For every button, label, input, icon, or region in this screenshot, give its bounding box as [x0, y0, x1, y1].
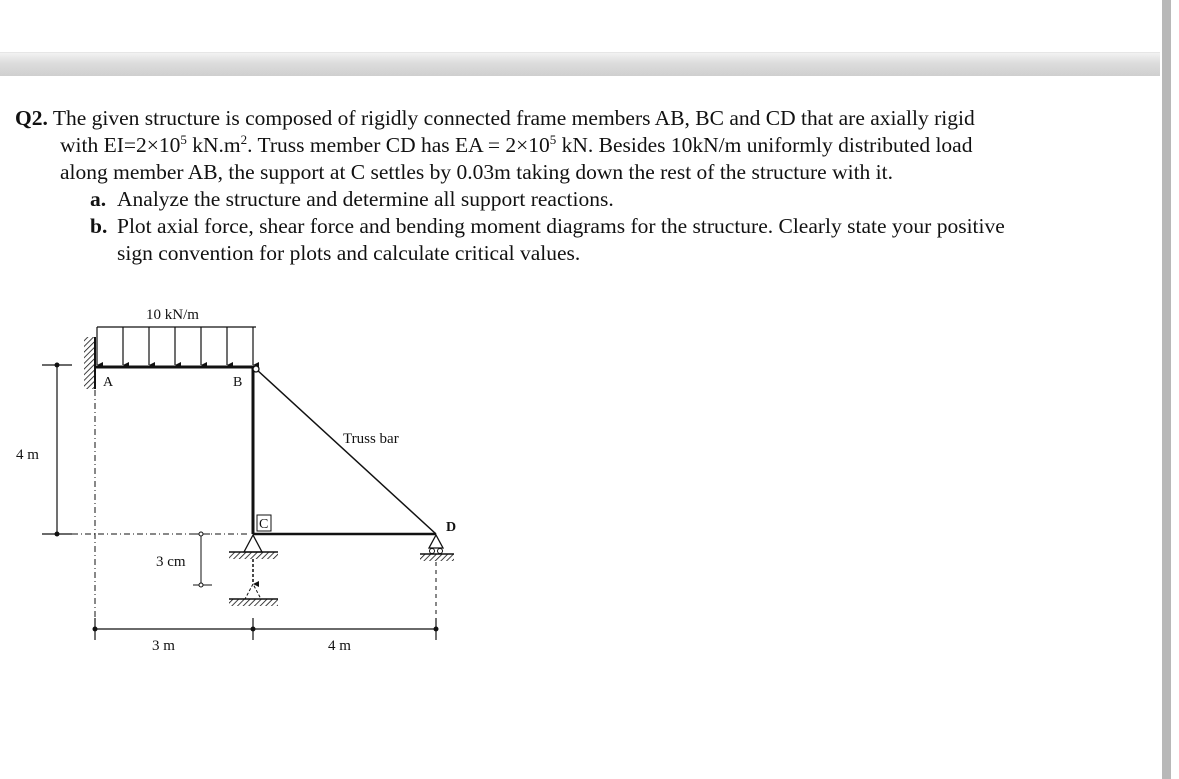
settled-support-c [229, 584, 278, 606]
settlement-label: 3 cm [156, 554, 186, 570]
distributed-load [97, 327, 256, 365]
span-dimension [93, 618, 439, 640]
truss-bar [256, 369, 436, 534]
part-b-label: b. [90, 214, 108, 238]
part-a [15, 186, 1160, 213]
part-a-label: a. [90, 187, 107, 211]
ea-text: . Truss member CD has EA = 2×10 [247, 133, 550, 157]
height-dimension [42, 363, 72, 537]
hinge-b [253, 366, 259, 372]
structure-figure [0, 290, 520, 670]
ei-unit-exponent: 2 [240, 132, 248, 147]
pin-support-c [229, 535, 278, 559]
ei-text: with EI=2×10 [60, 133, 181, 157]
height-label: 4 m [16, 447, 39, 463]
part-b [15, 213, 1160, 240]
vertical-scrollbar[interactable] [1160, 0, 1179, 779]
question-number: Q2. [15, 106, 48, 130]
ei-exponent: 5 [180, 132, 187, 147]
span-left-label: 3 m [152, 638, 175, 654]
part-b-text: Plot axial force, shear force and bending moment diagrams for the structure. Clearly state your positive [117, 214, 1005, 238]
node-d-label: D [446, 520, 457, 535]
toolbar-strip [0, 52, 1160, 76]
question-line-2 [15, 132, 1160, 159]
node-b-label: B [233, 375, 243, 390]
node-c-label: C [259, 517, 269, 532]
fixed-support-a [84, 337, 95, 389]
question-line-1 [15, 105, 1160, 132]
question-line1-text: The given structure is composed of rigidly connected frame members AB, BC and CD that are axially rigid [52, 106, 975, 130]
ea-exponent: 5 [549, 132, 557, 147]
roller-support-d [420, 535, 454, 561]
truss-bar-label: Truss bar [343, 431, 399, 447]
load-text: kN. Besides 10kN/m uniformly distributed load [556, 133, 973, 157]
question-text [15, 105, 1160, 267]
question-line-3: along member AB, the support at C settles by 0.03m taking down the rest of the structure with it. [60, 160, 893, 184]
span-right-label: 4 m [328, 638, 351, 654]
ei-unit: kN.m [186, 133, 241, 157]
part-a-text: Analyze the structure and determine all support reactions. [117, 187, 614, 211]
load-label: 10 kN/m [146, 307, 199, 323]
part-b-line-2: sign convention for plots and calculate critical values. [117, 241, 581, 265]
node-a-label: A [103, 375, 114, 390]
settlement-dimension [193, 532, 212, 587]
scrollbar-thumb[interactable] [1162, 0, 1171, 779]
